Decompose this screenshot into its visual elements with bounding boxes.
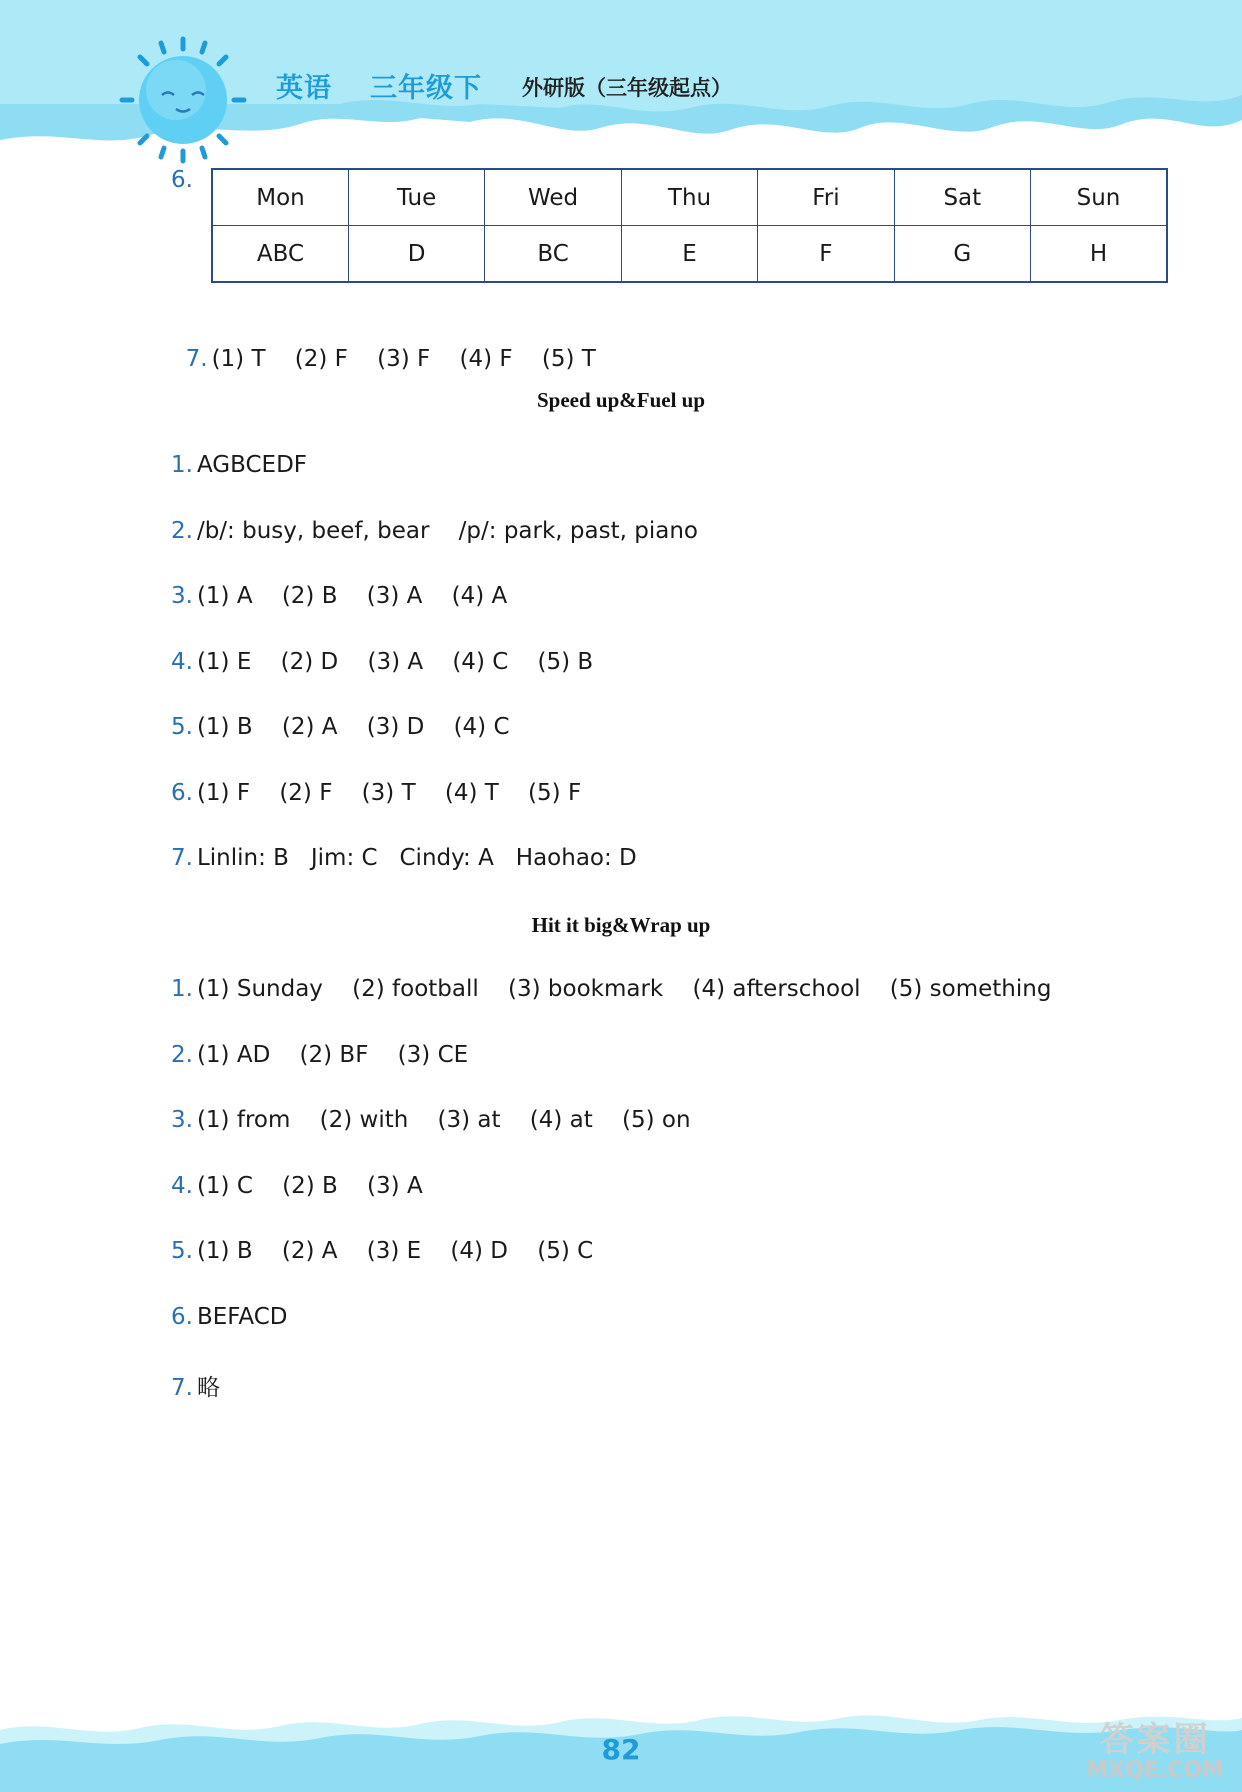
answer-text: (1) Sunday (2) football (3) bookmark (4) afterschool (5) something xyxy=(196,976,1052,1002)
answer-text: (1) A (2) B (3) A (4) A xyxy=(196,583,508,609)
question-number: 3. xyxy=(171,1107,193,1133)
question-number: 1. xyxy=(171,976,193,1002)
table-cell: H xyxy=(1031,226,1168,283)
answer-text: (1) B (2) A (3) E (4) D (5) C xyxy=(196,1238,594,1264)
answer-line xyxy=(171,452,307,478)
answer-text: BEFACD xyxy=(196,1304,288,1330)
answer-text: AGBCEDF xyxy=(196,452,308,478)
question-number: 4. xyxy=(171,1173,193,1199)
question-number: 3. xyxy=(171,583,193,609)
answer-line xyxy=(171,583,507,609)
answer-line xyxy=(171,1238,593,1264)
question-number: 1. xyxy=(171,452,193,478)
table-cell: Sat xyxy=(894,169,1030,226)
answer-line xyxy=(171,1173,423,1199)
table-cell: ABC xyxy=(212,226,348,283)
table-cell: BC xyxy=(485,226,621,283)
answer-text: (1) AD (2) BF (3) CE xyxy=(196,1042,469,1068)
answer-line xyxy=(171,780,581,806)
answer-text: (1) from (2) with (3) at (4) at (5) on xyxy=(196,1107,691,1133)
table-cell: D xyxy=(348,226,484,283)
section-title: Hit it big&Wrap up xyxy=(531,913,711,937)
question-number: 5. xyxy=(171,714,193,740)
question-number: 5. xyxy=(171,1238,193,1264)
table-cell: Thu xyxy=(621,169,757,226)
sun-icon xyxy=(118,35,248,165)
table-cell: Fri xyxy=(758,169,894,226)
table-cell: Mon xyxy=(212,169,348,226)
section-title: Speed up&Fuel up xyxy=(536,388,706,412)
page-number: 82 xyxy=(601,1733,641,1766)
answer-text: 略 xyxy=(196,1375,220,1401)
answer-text: (1) F (2) F (3) T (4) T (5) F xyxy=(196,780,582,806)
answer-line xyxy=(171,1369,220,1402)
answer-line xyxy=(171,714,510,740)
question-number: 6. xyxy=(171,1304,193,1330)
table-cell: Wed xyxy=(485,169,621,226)
answer-line xyxy=(171,518,698,544)
weekday-answer-table xyxy=(211,168,1168,283)
answer-text: (1) T (2) F (3) F (4) F (5) T xyxy=(211,346,596,372)
table-cell: G xyxy=(894,226,1030,283)
question-number: 7. xyxy=(171,845,193,871)
answer-text: (1) E (2) D (3) A (4) C (5) B xyxy=(196,649,594,675)
watermark-title: 答案圈 xyxy=(1099,1720,1211,1760)
header-subject: 英语 xyxy=(276,73,332,104)
table-cell: E xyxy=(621,226,757,283)
header-edition: 外研版（三年级起点） xyxy=(522,76,732,100)
answer-line xyxy=(171,976,1051,1002)
question-number: 2. xyxy=(171,1042,193,1068)
watermark-url: MXQE.COM xyxy=(1086,1758,1224,1784)
question-number: 2. xyxy=(171,518,193,544)
answer-line xyxy=(171,845,637,871)
question-number: 4. xyxy=(171,649,193,675)
table-cell: Sun xyxy=(1031,169,1168,226)
answer-line xyxy=(171,1042,468,1068)
table-cell: Tue xyxy=(348,169,484,226)
answer-line xyxy=(171,1107,691,1133)
answer-line xyxy=(171,1304,287,1330)
question-number: 7. xyxy=(185,346,208,372)
table-row xyxy=(212,169,1167,226)
question-number: 7. xyxy=(171,1375,193,1401)
header-grade: 三年级下 xyxy=(370,73,482,104)
table-row xyxy=(212,226,1167,283)
watermark xyxy=(1086,1722,1224,1784)
answer-text: /b/: busy, beef, bear /p/: park, past, piano xyxy=(196,518,698,544)
answer-text: Linlin: B Jim: C Cindy: A Haohao: D xyxy=(196,845,637,871)
question-number: 6. xyxy=(171,167,193,193)
answer-text: (1) B (2) A (3) D (4) C xyxy=(196,714,510,740)
answer-line xyxy=(171,649,593,675)
table-cell: F xyxy=(758,226,894,283)
answer-text: (1) C (2) B (3) A xyxy=(196,1173,423,1199)
answer-line xyxy=(171,320,596,372)
question-number: 6. xyxy=(171,780,193,806)
